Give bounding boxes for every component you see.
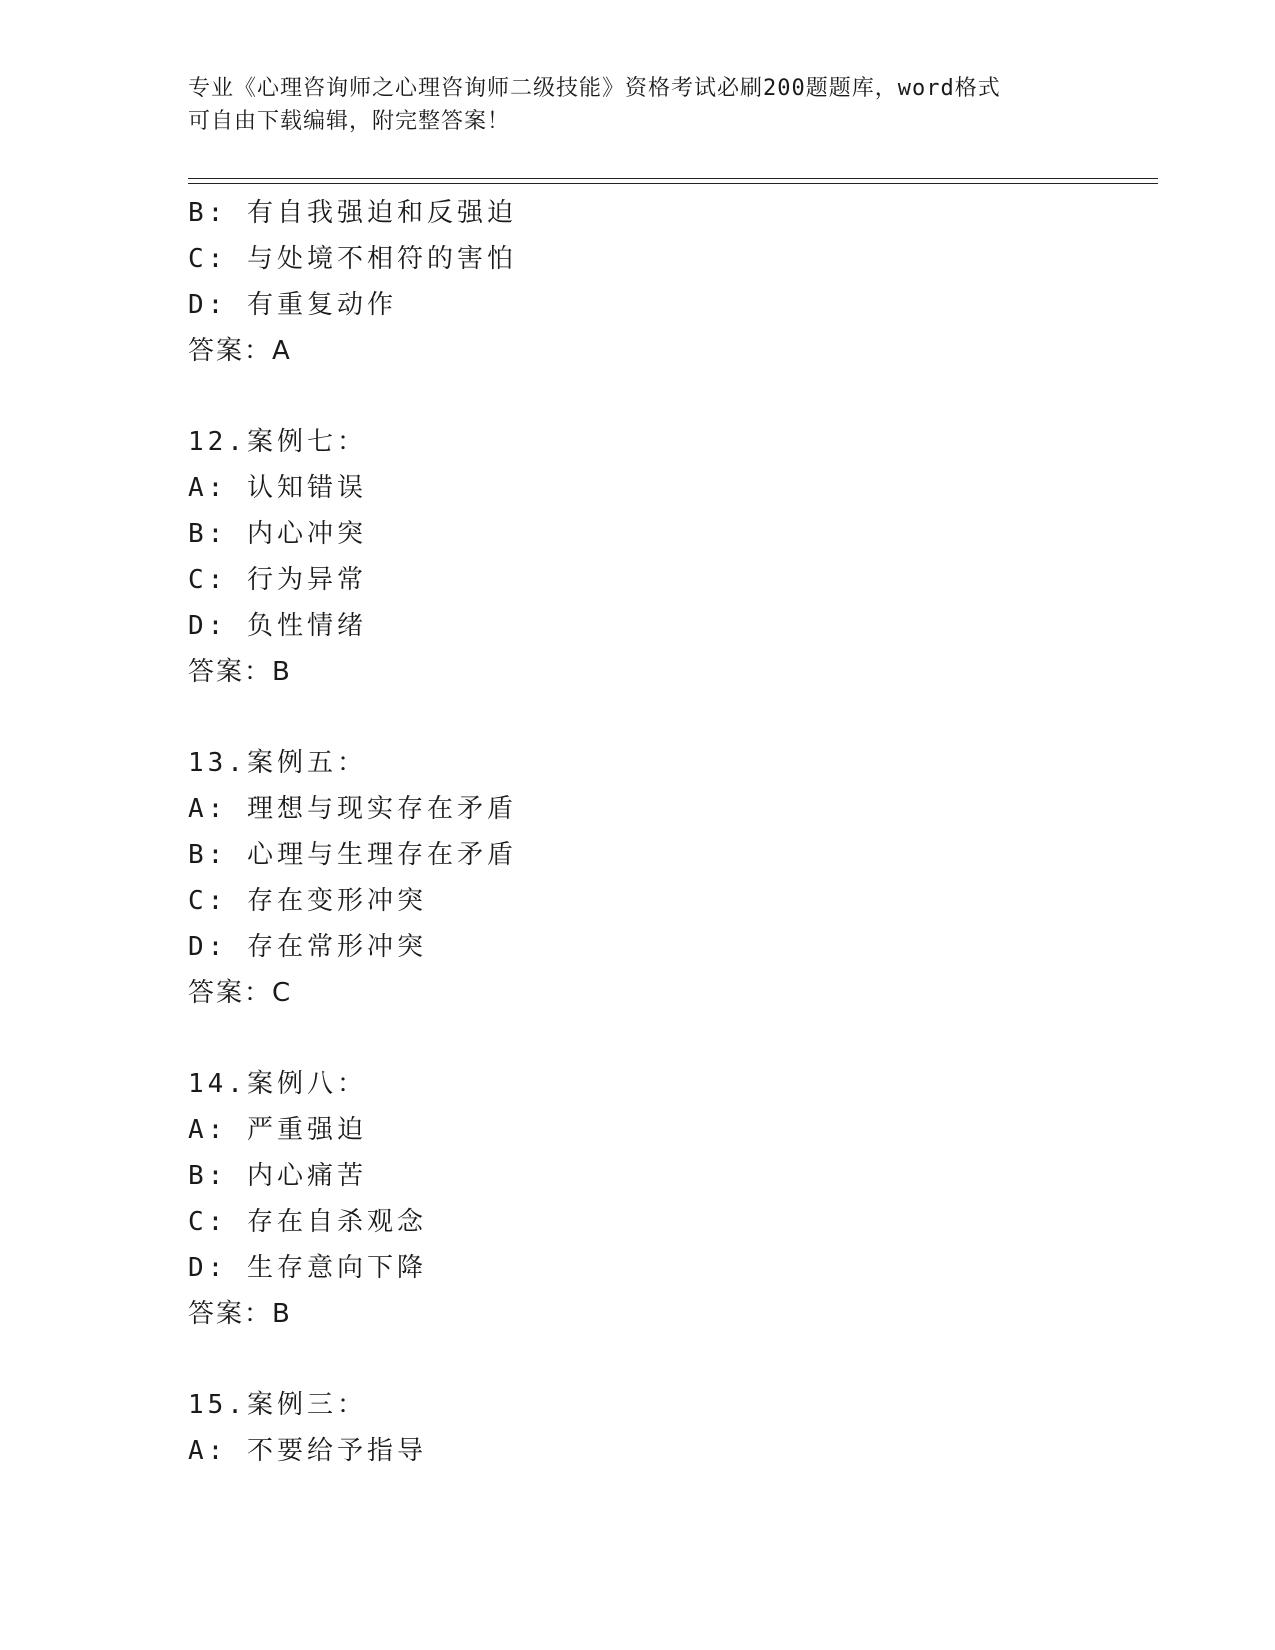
document-header: [188, 72, 1088, 138]
question-list: [188, 190, 1148, 1474]
header-divider-top: [188, 178, 1158, 179]
question-12: [188, 419, 1148, 695]
option-b: B: 心理与生理存在矛盾: [188, 840, 517, 870]
option-c: C: 行为异常: [188, 565, 367, 595]
option-a: A: 理想与现实存在矛盾: [188, 794, 517, 824]
header-line-1: 专业《心理咨询师之心理咨询师二级技能》资格考试必刷200题题库，word格式: [188, 76, 1001, 101]
question-14: [188, 1061, 1148, 1337]
option-b: B: 内心痛苦: [188, 1161, 367, 1191]
option-d: D: 有重复动作: [188, 290, 397, 320]
option-d: D: 负性情绪: [188, 611, 367, 641]
option-a: A: 严重强迫: [188, 1115, 367, 1145]
question-title: 13.案例五：: [188, 748, 367, 778]
question-title: 15.案例三：: [188, 1390, 367, 1420]
question-15: [188, 1382, 1148, 1474]
option-c: C: 存在变形冲突: [188, 886, 427, 916]
option-b: B: 有自我强迫和反强迫: [188, 198, 517, 228]
option-b: B: 内心冲突: [188, 519, 367, 549]
option-c: C: 与处境不相符的害怕: [188, 244, 517, 274]
header-divider-bottom: [188, 183, 1158, 184]
answer: 答案：B: [188, 657, 292, 687]
answer: 答案：A: [188, 336, 292, 366]
question-title: 14.案例八：: [188, 1069, 367, 1099]
option-a: A: 不要给予指导: [188, 1436, 427, 1466]
option-c: C: 存在自杀观念: [188, 1207, 427, 1237]
option-d: D: 存在常形冲突: [188, 932, 427, 962]
option-d: D: 生存意向下降: [188, 1253, 427, 1283]
header-line-2: 可自由下载编辑，附完整答案！: [188, 109, 511, 134]
answer: 答案：B: [188, 1299, 292, 1329]
option-a: A: 认知错误: [188, 473, 367, 503]
answer: 答案：C: [188, 978, 293, 1008]
question-11-continued: [188, 190, 1148, 374]
question-title: 12.案例七：: [188, 427, 367, 457]
question-13: [188, 740, 1148, 1016]
